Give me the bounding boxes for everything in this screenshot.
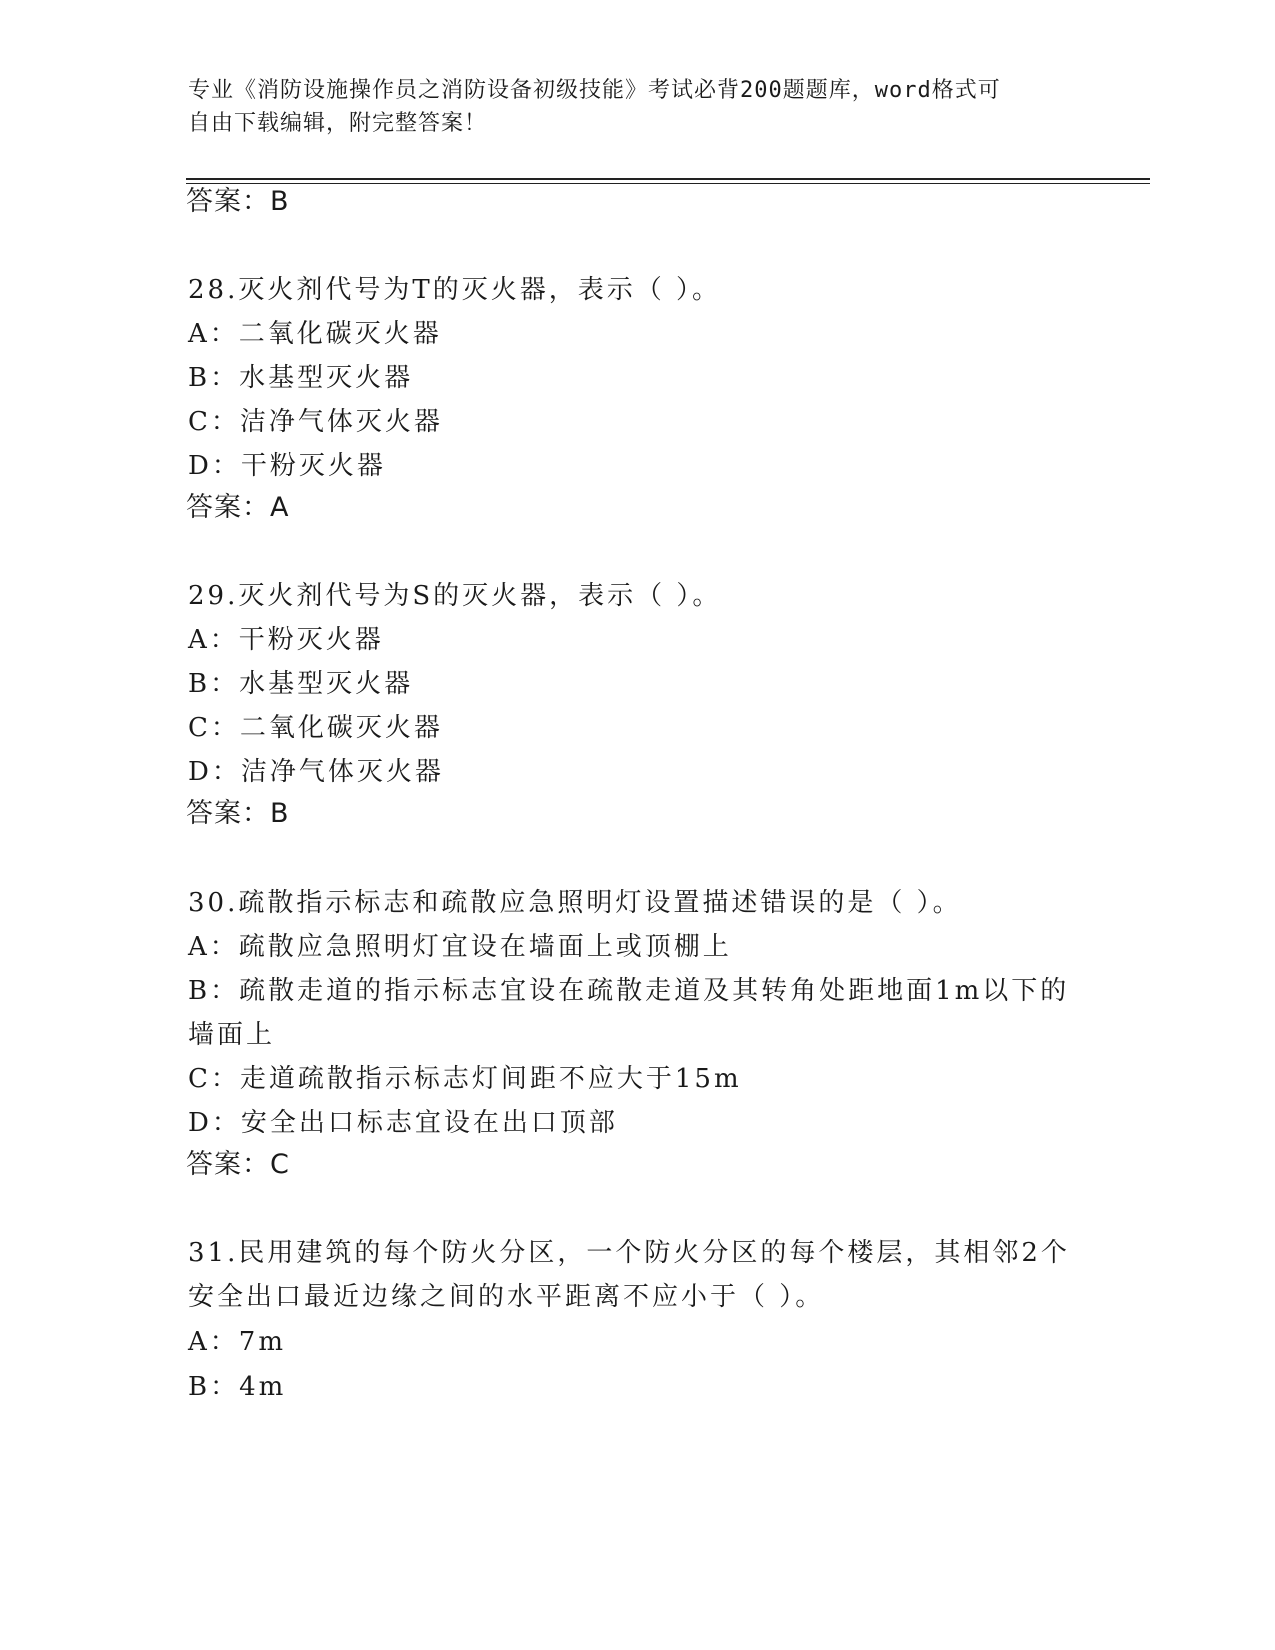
q29-option-c: C：二氧化碳灭火器: [188, 713, 443, 743]
answer-28: 答案：A: [186, 492, 290, 523]
q29-option-d: D：洁净气体灭火器: [188, 757, 444, 787]
q28-option-d: D：干粉灭火器: [188, 451, 386, 481]
q31-option-a: A：7m: [188, 1327, 286, 1357]
q31-option-b: B：4m: [188, 1372, 287, 1402]
header-line-2: 自由下载编辑，附完整答案！: [188, 111, 488, 136]
q28-option-a: A：二氧化碳灭火器: [188, 319, 442, 349]
header-divider-thick: [186, 178, 1150, 180]
q30-option-c: C：走道疏散指示标志灯间距不应大于15m: [188, 1064, 742, 1094]
q28-option-c: C：洁净气体灭火器: [188, 407, 443, 437]
q30-option-a: A：疏散应急照明灯宜设在墙面上或顶棚上: [188, 932, 732, 962]
question-28: 28.灭火剂代号为T的灭火器，表示（ ）。: [188, 275, 721, 305]
q30-option-b-continued: 墙面上: [188, 1020, 276, 1050]
answer-27: 答案：B: [186, 186, 290, 217]
document-header: [188, 74, 1088, 140]
header-line-1: 专业《消防设施操作员之消防设备初级技能》考试必背200题题库，word格式可: [188, 78, 1001, 103]
question-31: 31.民用建筑的每个防火分区，一个防火分区的每个楼层，其相邻2个: [188, 1238, 1070, 1268]
q30-option-b: B：疏散走道的指示标志宜设在疏散走道及其转角处距地面1m以下的: [188, 976, 1070, 1006]
answer-29: 答案：B: [186, 798, 290, 829]
q29-option-a: A：干粉灭火器: [188, 625, 384, 655]
header-divider-thin: [186, 183, 1150, 184]
question-30: 30.疏散指示标志和疏散应急照明灯设置描述错误的是（ ）。: [188, 888, 962, 918]
question-29: 29.灭火剂代号为S的灭火器，表示（ ）。: [188, 581, 722, 611]
answer-30: 答案：C: [186, 1149, 290, 1180]
question-31-continued: 安全出口最近边缘之间的水平距离不应小于（ ）。: [188, 1282, 825, 1312]
q30-option-d: D：安全出口标志宜设在出口顶部: [188, 1108, 618, 1138]
q28-option-b: B：水基型灭火器: [188, 363, 414, 393]
q29-option-b: B：水基型灭火器: [188, 669, 414, 699]
